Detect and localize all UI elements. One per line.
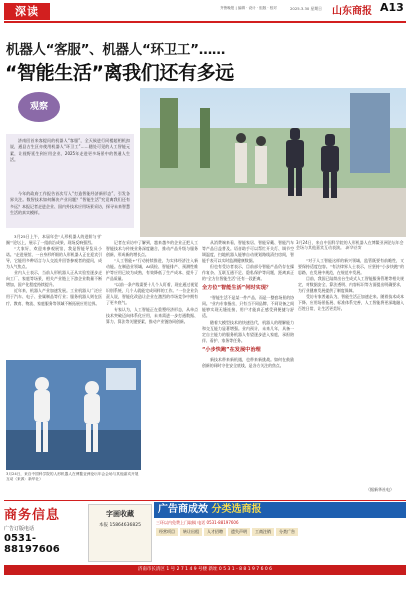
paper-name: 山东商报: [332, 6, 372, 17]
ad-categories: 经营项目 转让出租 人才招聘 遗失声明 工商注销 分类广告: [156, 528, 404, 536]
subhead-3: “小步快跑”在发展中治理: [202, 346, 261, 353]
article-col-2: 记者在采访中了解到，越来越多的企业正把人工智能技术与传统业务深度融合，推动产品升级与服务创新，形成新的增长点。 “人工智能+”行动持续推进，为实体经济注入新动能。在制造业领域，AI质检、智能排产、预测性维护等应用已较为成熟，有效降低了生产成本、提升了产品质量。 “以前一条产线需要十几个人盯着，现在通过视觉识别系统，几个人就能完成同样的工作。”一位企业负责人说，智能化改造让企业在激烈的市场竞争中拥有了更多底气。 专家认为，人工智能正在重塑经济形态，从单点技术突破迈向体系化应用，未来需进一步打通数据、算力、算法等关键要素，推动产业链协同创新。: [106, 240, 198, 324]
photo-credit: 新华社发: [345, 245, 362, 251]
photo-caption-top: 3月24日，来自中国科学院的人形机器人在博鳌亚洲论坛年会会场与其他嘉宾互动表演。 新华社发: [296, 240, 404, 251]
page-number: A13: [380, 1, 404, 14]
observe-badge: 观察: [18, 92, 60, 122]
article-col-3: 从消费端来看，智能家居、智能穿戴、智能汽车等产品日益普及。语音助手可以帮忙开关灯、调节空调温度，扫地机器人能够自动规划路线清扫房间，智能手表可以实时监测健康数据。 但也有受访者表示，目前部分智能产品仍存在操作复杂、互联互通不足、隐私保护等问题，距离真正的“全方位智能生活”还有一段距离。 全方位“智能生活”何时实现？ “智能生活不是某一件产品，而是一整套场景的协同。”业内专家指出，只有当不同品牌、不同设备之间能够实现无缝连接，用户才能真正感受到便捷与舒适。 随着大模型技术的快速迭代，机器人的理解能力和交互能力显著增强。业内预计，未来几年，具备一定自主能力的服务机器人有望逐步进入家庭，承担陪伴、看护、家务等任务。 “小步快跑”在发展中治理 新技术带来新机遇，也带来新挑战。如何在鼓励创新的同时守住安全底线，是各方关注的焦点。: [202, 240, 294, 368]
headline-line1: 机器人“客服”、机器人“环卫工”……: [6, 42, 226, 58]
ad-mid-phone: 本报 15864636825: [99, 523, 141, 528]
ad-calligraphy: [88, 504, 152, 562]
lead-text: 济南回首来客提问的机器人“客服”，全天候进行同楼超相机扣说，通县古生区亦使用机器人“环卫工”……随处可见的人工智能元素，让视野延生到应用企业、2025年走进更多场景中的普通人生活。: [10, 138, 130, 162]
ad-info-phone: 0531-88197606: [4, 533, 60, 555]
ad-mid-title: 字画收藏: [106, 510, 134, 518]
ad-info-title: 商务信息: [4, 508, 61, 523]
footer-bar: 济南市长清区 1 号 2 7 1 4 9 号楼 新址 0 5 3 1 - 8 8 1 9 7 6 0 6: [4, 565, 406, 575]
photo-caption-bottom: 3月24日，来自中国科学院的人形机器人在博鳌亚洲论坛年会会场与其他嘉宾开展互动（来源：新华社）: [6, 472, 139, 481]
ad-info-phone-label: 广告订版电话: [4, 526, 35, 532]
end-credit: （据新华社电）: [366, 487, 394, 492]
lead-text-2: 今年的政府工作报告首次写入“打造智能经济新形态”，引发各界关注。数智技术如何解决产业问题？“智能生活”究竟离我们还有多远？本报记者走进企业、国内外技术应用场景采访，探寻未来智慧生活的真实模样。: [10, 191, 130, 215]
ad-classified: [154, 502, 406, 564]
article-col-4: “对于人工智能这样的新兴领域，监管既要有前瞻性，又要保持适度包容。”有法律界人士表示，应坚持“小步快跑”的思路，在发展中规范，在规范中发展。 目前，我国已陆续出台生成式人工智能服务管理等相关规定，对数据安全、算法透明、内容标识等方面提出明确要求，为行业健康发展提供了制度保障。 受访专家普遍认为，智能生活正加速走来。随着技术成本下降、应用场景拓展、标准体系完善，人工智能将更深地融入百姓日常，让生活更美好。: [298, 258, 404, 312]
photo-robots-top: [140, 88, 406, 237]
photo-robots-bottom: [6, 360, 141, 470]
ad-business-info: [4, 504, 84, 560]
article-col-1: 3月25日上午，本届年会“人形机器人的进阶与‘扩圈’”论坛上，展示了一组前沿成果，现场反响强烈。 “大家好，欢迎来参观展馆，我是智能导览员小诺。”走进展馆，一台身形纤细的人形机器人正在迎宾引导，它能用多种语言与人交流并回答参观者的提问，成为人气焦点。 业内人士表示，当前人形机器人正从实验室逐步走向工厂、家庭等场景，相关产业链上下游企业数量不断增加，国产化程度持续提升。 近年来，机器人产业加速发展。工业机器人广泛应用于汽车、电子、金属制品等行业；服务机器人则在医疗、教育、物流、家庭服务等领域不断拓展应用边界。: [6, 234, 102, 306]
subhead-2: 全方位“智能生活”何时实现？: [202, 285, 272, 292]
section-tag: 深读: [4, 3, 50, 20]
ad-right-phone: 三环以内免费上门取稿 电话 0531-88197606: [156, 520, 239, 525]
headline-line2: “智能生活”离我们还有多远: [5, 62, 234, 84]
ad-right-banner: 广告商成效 分类选商报: [154, 502, 406, 518]
header-rule: [4, 21, 406, 23]
header-date: 2025.3.30 星期日: [290, 6, 322, 11]
header-meta: 齐鲁晚报 | 编辑 · 设计 · 组版 · 校对: [220, 6, 277, 10]
footer-rule: [4, 500, 406, 501]
